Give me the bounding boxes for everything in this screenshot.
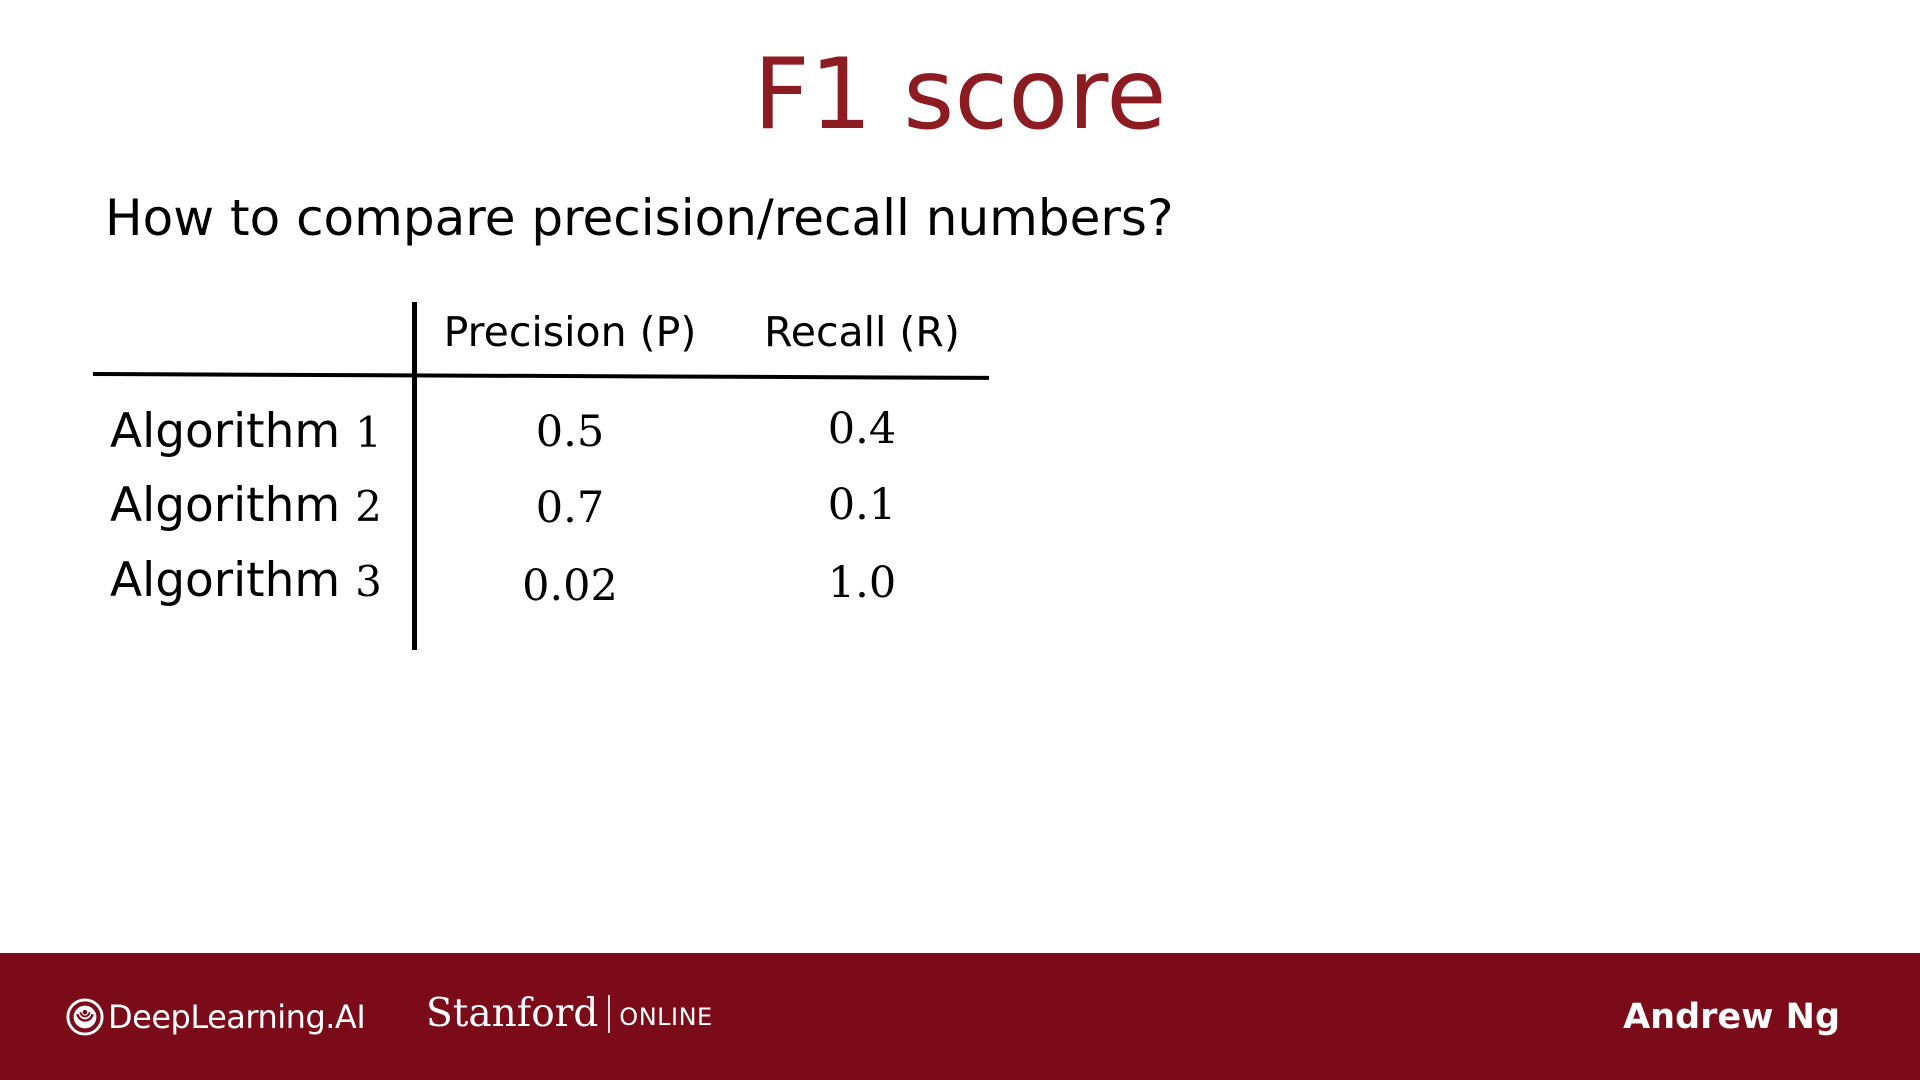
deeplearning-logo — [66, 997, 365, 1037]
deeplearning-icon — [66, 998, 104, 1036]
row-label-text: Algorithm — [110, 478, 341, 533]
slide-question: How to compare precision/recall numbers? — [105, 189, 1174, 247]
deeplearning-logo-text: DeepLearning.AI — [108, 998, 366, 1036]
cell-recall-algorithm-2: 0.1 — [827, 480, 897, 530]
cell-recall-algorithm-3: 1.0 — [827, 558, 897, 608]
row-label-number: 1 — [355, 408, 382, 457]
row-label-text: Algorithm — [110, 404, 341, 459]
row-label-text: Algorithm — [110, 553, 341, 608]
slide-title-text: F1 score — [753, 38, 1167, 152]
cell-precision-algorithm-3: 0.02 — [522, 561, 618, 611]
footer-bar — [0, 953, 1920, 1080]
row-label-number: 2 — [355, 482, 382, 531]
table-horizontal-divider — [93, 372, 989, 380]
cell-precision-algorithm-2: 0.7 — [535, 483, 605, 533]
row-label-algorithm-1 — [110, 400, 382, 464]
cell-precision-algorithm-1: 0.5 — [535, 407, 605, 457]
stanford-separator — [608, 995, 610, 1033]
row-label-algorithm-2 — [110, 474, 382, 538]
stanford-online-logo — [426, 989, 713, 1039]
table-vertical-divider — [412, 302, 417, 650]
row-label-number: 3 — [355, 557, 382, 606]
stanford-online-label: ONLINE — [619, 1003, 713, 1031]
stanford-name: Stanford — [426, 991, 599, 1036]
cell-recall-algorithm-1: 0.4 — [827, 404, 897, 454]
presenter-name: Andrew Ng — [1623, 997, 1840, 1037]
row-label-algorithm-3 — [110, 549, 382, 613]
column-header-precision: Precision (P) — [443, 308, 697, 356]
column-header-recall: Recall (R) — [764, 308, 960, 356]
